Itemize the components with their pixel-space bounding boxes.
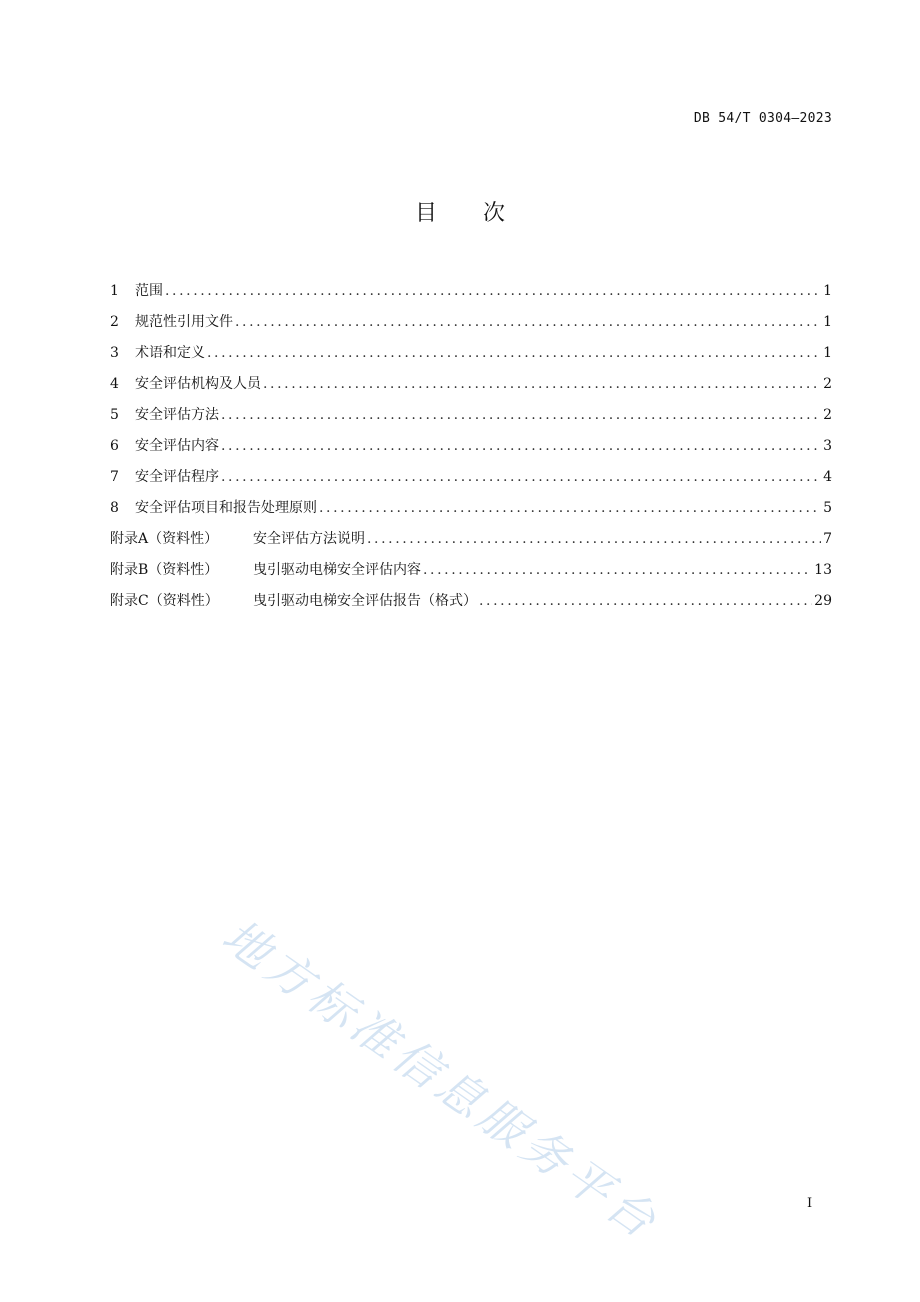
toc-title-left: 目 [414, 201, 437, 226]
document-code: DB 54/T 0304—2023 [693, 111, 832, 126]
toc-entry-page: 7 [823, 531, 832, 547]
toc-leader-dots [221, 403, 821, 427]
toc-entry-annex[interactable] [110, 558, 832, 589]
toc-entry-page: 4 [823, 469, 832, 485]
toc-entry-page: 29 [814, 593, 832, 609]
toc-leader-dots [165, 279, 821, 303]
toc-leader-dots [235, 310, 821, 334]
toc-leader-dots [221, 434, 821, 458]
toc-entry[interactable] [110, 496, 832, 527]
toc-entry-label: 安全评估方法说明 [253, 531, 365, 547]
toc-entry-annex[interactable] [110, 527, 832, 558]
toc-entry-number: 3 [110, 345, 119, 361]
toc-entry-label: 安全评估内容 [135, 438, 219, 454]
toc-entry[interactable] [110, 341, 832, 372]
toc-entry[interactable] [110, 465, 832, 496]
toc-entry-number: 4 [110, 376, 119, 392]
toc-entry[interactable] [110, 310, 832, 341]
toc-title [0, 196, 920, 227]
toc-entry-page: 1 [823, 314, 832, 330]
toc-annex-number: 附录B（资料性） [110, 562, 219, 578]
toc-entry[interactable] [110, 403, 832, 434]
toc-entry-page: 1 [823, 345, 832, 361]
toc-title-right: 次 [483, 201, 506, 226]
toc-entry-page: 3 [823, 438, 832, 454]
toc-entry-page: 13 [814, 562, 832, 578]
toc-entry-label: 规范性引用文件 [135, 314, 233, 330]
toc-entry-number: 2 [110, 314, 119, 330]
toc-entry-label: 安全评估方法 [135, 407, 219, 423]
toc-entry-number: 8 [110, 500, 119, 516]
toc-entry-page: 2 [823, 376, 832, 392]
toc-entry-label: 术语和定义 [135, 345, 205, 361]
toc-leader-dots [221, 465, 821, 489]
toc-entry-number: 6 [110, 438, 119, 454]
toc-entry-label: 曳引驱动电梯安全评估内容 [253, 562, 421, 578]
toc-entry-label: 安全评估项目和报告处理原则 [135, 500, 317, 516]
toc-entry-label: 范围 [135, 283, 163, 299]
toc-entry[interactable] [110, 279, 832, 310]
toc-leader-dots [207, 341, 821, 365]
toc-annex-number: 附录A（资料性） [110, 531, 219, 547]
toc-leader-dots [423, 558, 812, 582]
toc-leader-dots [479, 589, 812, 613]
toc-entry-number: 7 [110, 469, 119, 485]
toc-entry[interactable] [110, 434, 832, 465]
toc-leader-dots [367, 527, 821, 551]
toc-entry-number: 5 [110, 407, 119, 423]
toc-annex-number: 附录C（资料性） [110, 593, 219, 609]
toc-entry-label: 曳引驱动电梯安全评估报告（格式） [253, 593, 477, 609]
table-of-contents [110, 279, 832, 620]
toc-entry-number: 1 [110, 283, 119, 299]
toc-leader-dots [263, 372, 821, 396]
toc-entry-label: 安全评估程序 [135, 469, 219, 485]
toc-entry-page: 2 [823, 407, 832, 423]
page-number: I [807, 1196, 813, 1211]
toc-entry-page: 1 [823, 283, 832, 299]
watermark: 地方标准信息服务平台 [212, 908, 670, 1251]
toc-leader-dots [319, 496, 821, 520]
toc-entry-label: 安全评估机构及人员 [135, 376, 261, 392]
toc-entry[interactable] [110, 372, 832, 403]
toc-entry-annex[interactable] [110, 589, 832, 620]
toc-entry-page: 5 [823, 500, 832, 516]
